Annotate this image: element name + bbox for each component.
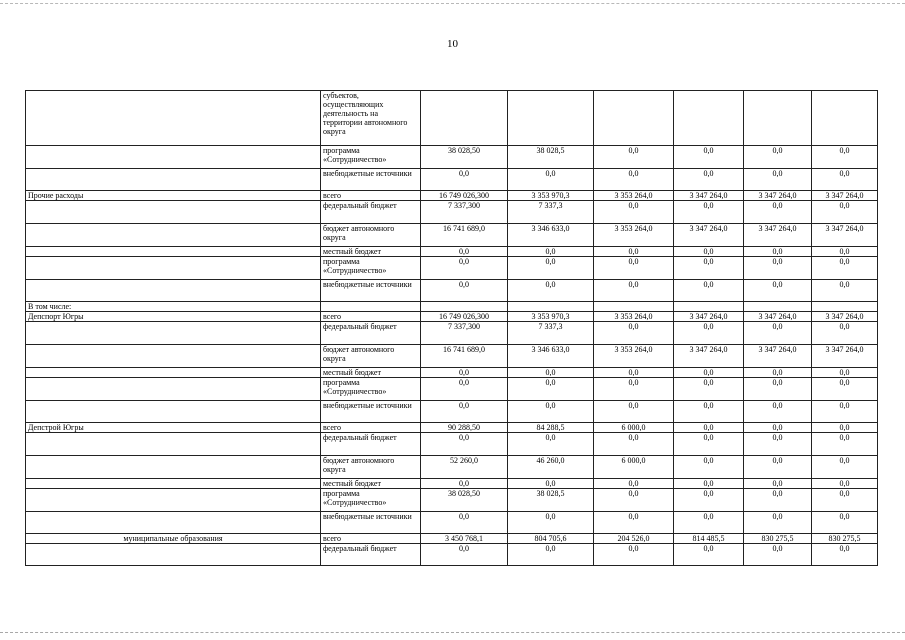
table-row [26, 302, 878, 312]
row-value: 0,0 [594, 247, 674, 257]
row-funding-source: бюджет автономного округа [321, 456, 421, 479]
row-value: 3 353 970,3 [508, 312, 594, 322]
row-value: 3 347 264,0 [744, 345, 812, 368]
row-funding-source: бюджет автономного округа [321, 345, 421, 368]
row-value: 3 353 264,0 [594, 224, 674, 247]
row-value: 38 028,50 [421, 146, 508, 169]
row-value: 3 346 633,0 [508, 224, 594, 247]
row-value: 0,0 [594, 512, 674, 534]
row-value: 0,0 [508, 544, 594, 566]
row-value: 814 485,5 [674, 534, 744, 544]
row-value: 0,0 [744, 433, 812, 456]
row-funding-source: всего [321, 312, 421, 322]
row-value: 0,0 [674, 544, 744, 566]
row-value: 0,0 [594, 201, 674, 224]
row-value: 0,0 [812, 169, 878, 191]
row-value: 0,0 [508, 479, 594, 489]
row-value: 0,0 [812, 401, 878, 423]
row-organization [26, 479, 321, 489]
table-row [26, 191, 878, 201]
row-funding-source: всего [321, 191, 421, 201]
row-funding-source: внебюджетные источники [321, 280, 421, 302]
row-value [812, 91, 878, 146]
row-value: 0,0 [594, 489, 674, 512]
row-value: 0,0 [674, 423, 744, 433]
row-funding-source: федеральный бюджет [321, 322, 421, 345]
row-value: 0,0 [421, 544, 508, 566]
row-value: 3 347 264,0 [674, 191, 744, 201]
row-value: 0,0 [594, 368, 674, 378]
row-value: 0,0 [744, 146, 812, 169]
row-value: 3 347 264,0 [674, 345, 744, 368]
row-funding-source: программа «Сотрудничество» [321, 257, 421, 280]
row-value: 3 347 264,0 [674, 224, 744, 247]
row-value: 0,0 [744, 257, 812, 280]
row-value: 0,0 [594, 401, 674, 423]
row-value: 6 000,0 [594, 423, 674, 433]
table-row [26, 401, 878, 423]
row-organization: Депспорт Югры [26, 312, 321, 322]
row-value [421, 302, 508, 312]
row-organization [26, 247, 321, 257]
row-value: 0,0 [744, 368, 812, 378]
row-organization [26, 544, 321, 566]
row-value [674, 302, 744, 312]
row-funding-source: программа «Сотрудничество» [321, 378, 421, 401]
row-funding-source: местный бюджет [321, 368, 421, 378]
table-row [26, 169, 878, 191]
row-organization [26, 489, 321, 512]
row-value: 7 337,300 [421, 201, 508, 224]
row-value: 16 749 026,300 [421, 191, 508, 201]
row-value: 0,0 [744, 479, 812, 489]
table-row [26, 512, 878, 534]
row-value: 0,0 [812, 257, 878, 280]
row-value: 0,0 [594, 169, 674, 191]
row-value: 0,0 [812, 479, 878, 489]
row-value: 52 260,0 [421, 456, 508, 479]
row-value: 0,0 [674, 201, 744, 224]
row-value: 0,0 [594, 544, 674, 566]
row-value: 0,0 [812, 280, 878, 302]
row-value: 0,0 [812, 378, 878, 401]
row-organization: Депстрой Югры [26, 423, 321, 433]
row-value: 0,0 [812, 201, 878, 224]
row-value: 0,0 [594, 257, 674, 280]
row-value: 3 353 264,0 [594, 345, 674, 368]
row-value: 0,0 [674, 512, 744, 534]
row-value [744, 302, 812, 312]
row-value: 7 337,300 [421, 322, 508, 345]
row-value: 0,0 [594, 146, 674, 169]
row-value: 38 028,5 [508, 146, 594, 169]
table-row [26, 247, 878, 257]
table-row [26, 534, 878, 544]
row-value: 0,0 [812, 489, 878, 512]
row-value: 0,0 [674, 456, 744, 479]
row-value: 0,0 [744, 280, 812, 302]
row-value: 0,0 [744, 401, 812, 423]
row-value: 0,0 [674, 146, 744, 169]
table-row [26, 378, 878, 401]
page-number: 10 [447, 38, 458, 50]
row-value: 0,0 [674, 433, 744, 456]
budget-table [25, 90, 878, 566]
row-organization [26, 169, 321, 191]
row-organization [26, 368, 321, 378]
row-value: 0,0 [421, 401, 508, 423]
row-value: 0,0 [744, 456, 812, 479]
row-value [744, 91, 812, 146]
row-value: 0,0 [744, 544, 812, 566]
row-value: 0,0 [508, 401, 594, 423]
row-value: 830 275,5 [812, 534, 878, 544]
row-value: 3 347 264,0 [674, 312, 744, 322]
row-funding-source: внебюджетные источники [321, 169, 421, 191]
row-organization [26, 146, 321, 169]
row-organization [26, 378, 321, 401]
row-value: 3 347 264,0 [744, 312, 812, 322]
table-row [26, 201, 878, 224]
row-value: 0,0 [744, 201, 812, 224]
row-funding-source: федеральный бюджет [321, 544, 421, 566]
row-organization [26, 456, 321, 479]
row-value: 0,0 [674, 378, 744, 401]
row-organization [26, 512, 321, 534]
row-funding-source: внебюджетные источники [321, 401, 421, 423]
row-value: 0,0 [421, 378, 508, 401]
table-row [26, 544, 878, 566]
row-value: 0,0 [508, 433, 594, 456]
row-value: 0,0 [508, 512, 594, 534]
row-value: 16 749 026,300 [421, 312, 508, 322]
row-funding-source: внебюджетные источники [321, 512, 421, 534]
row-value: 0,0 [508, 280, 594, 302]
row-value: 46 260,0 [508, 456, 594, 479]
row-value: 0,0 [508, 247, 594, 257]
row-value: 0,0 [421, 479, 508, 489]
row-value: 7 337,3 [508, 322, 594, 345]
row-value: 0,0 [508, 378, 594, 401]
row-value: 3 353 264,0 [594, 191, 674, 201]
row-value: 0,0 [594, 322, 674, 345]
row-value: 0,0 [812, 433, 878, 456]
row-value: 0,0 [594, 280, 674, 302]
row-value: 3 347 264,0 [812, 312, 878, 322]
row-organization: Прочие расходы [26, 191, 321, 201]
table-row [26, 345, 878, 368]
row-value: 0,0 [421, 169, 508, 191]
row-value: 0,0 [674, 247, 744, 257]
row-value: 0,0 [594, 378, 674, 401]
table-row [26, 224, 878, 247]
row-value: 38 028,50 [421, 489, 508, 512]
row-value: 90 288,50 [421, 423, 508, 433]
row-value: 0,0 [421, 247, 508, 257]
row-funding-source: программа «Сотрудничество» [321, 489, 421, 512]
row-value: 0,0 [674, 368, 744, 378]
row-value: 3 450 768,1 [421, 534, 508, 544]
row-value: 0,0 [674, 489, 744, 512]
row-value: 0,0 [744, 378, 812, 401]
table-row [26, 423, 878, 433]
table-row [26, 368, 878, 378]
row-value: 3 346 633,0 [508, 345, 594, 368]
row-value: 0,0 [674, 401, 744, 423]
table-row [26, 479, 878, 489]
row-organization [26, 201, 321, 224]
row-value [594, 91, 674, 146]
row-funding-source: программа «Сотрудничество» [321, 146, 421, 169]
row-value: 3 353 970,3 [508, 191, 594, 201]
row-value: 0,0 [812, 368, 878, 378]
row-value: 0,0 [744, 247, 812, 257]
row-value: 0,0 [508, 257, 594, 280]
row-value: 3 347 264,0 [744, 191, 812, 201]
table-row [26, 489, 878, 512]
row-value: 804 705,6 [508, 534, 594, 544]
row-value: 0,0 [812, 146, 878, 169]
row-funding-source: федеральный бюджет [321, 201, 421, 224]
table-row [26, 433, 878, 456]
row-organization [26, 280, 321, 302]
row-funding-source: местный бюджет [321, 479, 421, 489]
row-value: 0,0 [594, 433, 674, 456]
row-organization: В том числе: [26, 302, 321, 312]
row-value: 3 347 264,0 [812, 345, 878, 368]
row-value: 84 288,5 [508, 423, 594, 433]
row-value [508, 302, 594, 312]
row-value [674, 91, 744, 146]
table-row [26, 322, 878, 345]
row-value: 38 028,5 [508, 489, 594, 512]
row-value: 0,0 [421, 368, 508, 378]
row-value: 0,0 [594, 479, 674, 489]
scan-edge-top [0, 3, 905, 4]
row-funding-source [321, 302, 421, 312]
row-value: 204 526,0 [594, 534, 674, 544]
row-value [594, 302, 674, 312]
row-funding-source: субъектов, осуществляющих деятельность на территории автономного округа [321, 91, 421, 146]
row-funding-source: всего [321, 423, 421, 433]
row-value: 0,0 [812, 322, 878, 345]
row-value: 830 275,5 [744, 534, 812, 544]
table-row [26, 312, 878, 322]
row-value: 0,0 [508, 169, 594, 191]
table-row [26, 146, 878, 169]
row-value: 0,0 [812, 247, 878, 257]
row-value: 0,0 [674, 322, 744, 345]
row-organization [26, 345, 321, 368]
row-value: 0,0 [744, 169, 812, 191]
row-value: 0,0 [421, 280, 508, 302]
row-value: 0,0 [744, 489, 812, 512]
row-value: 0,0 [674, 280, 744, 302]
row-organization [26, 91, 321, 146]
row-value: 16 741 689,0 [421, 224, 508, 247]
table-row [26, 456, 878, 479]
row-value [508, 91, 594, 146]
row-value: 0,0 [421, 512, 508, 534]
row-organization [26, 257, 321, 280]
row-value: 3 347 264,0 [812, 191, 878, 201]
row-value: 3 347 264,0 [812, 224, 878, 247]
row-value: 0,0 [812, 512, 878, 534]
row-funding-source: всего [321, 534, 421, 544]
budget-table-body [26, 91, 878, 566]
row-value: 3 347 264,0 [744, 224, 812, 247]
table-row [26, 91, 878, 146]
row-value: 0,0 [421, 257, 508, 280]
table-row [26, 257, 878, 280]
row-organization [26, 224, 321, 247]
row-value: 0,0 [812, 423, 878, 433]
row-value: 0,0 [674, 169, 744, 191]
row-organization [26, 433, 321, 456]
row-value: 0,0 [508, 368, 594, 378]
row-value: 0,0 [812, 456, 878, 479]
row-organization [26, 322, 321, 345]
row-organization [26, 401, 321, 423]
row-value: 7 337,3 [508, 201, 594, 224]
row-value: 0,0 [674, 257, 744, 280]
row-value: 0,0 [744, 322, 812, 345]
row-funding-source: местный бюджет [321, 247, 421, 257]
row-funding-source: федеральный бюджет [321, 433, 421, 456]
scan-edge-bottom [0, 632, 905, 633]
row-value: 0,0 [674, 479, 744, 489]
row-value: 16 741 689,0 [421, 345, 508, 368]
row-value [812, 302, 878, 312]
row-value: 6 000,0 [594, 456, 674, 479]
row-value: 0,0 [812, 544, 878, 566]
row-value [421, 91, 508, 146]
row-organization: муниципальные образования [26, 534, 321, 544]
table-row [26, 280, 878, 302]
row-value: 0,0 [421, 433, 508, 456]
row-value: 0,0 [744, 512, 812, 534]
row-value: 3 353 264,0 [594, 312, 674, 322]
row-value: 0,0 [744, 423, 812, 433]
row-funding-source: бюджет автономного округа [321, 224, 421, 247]
